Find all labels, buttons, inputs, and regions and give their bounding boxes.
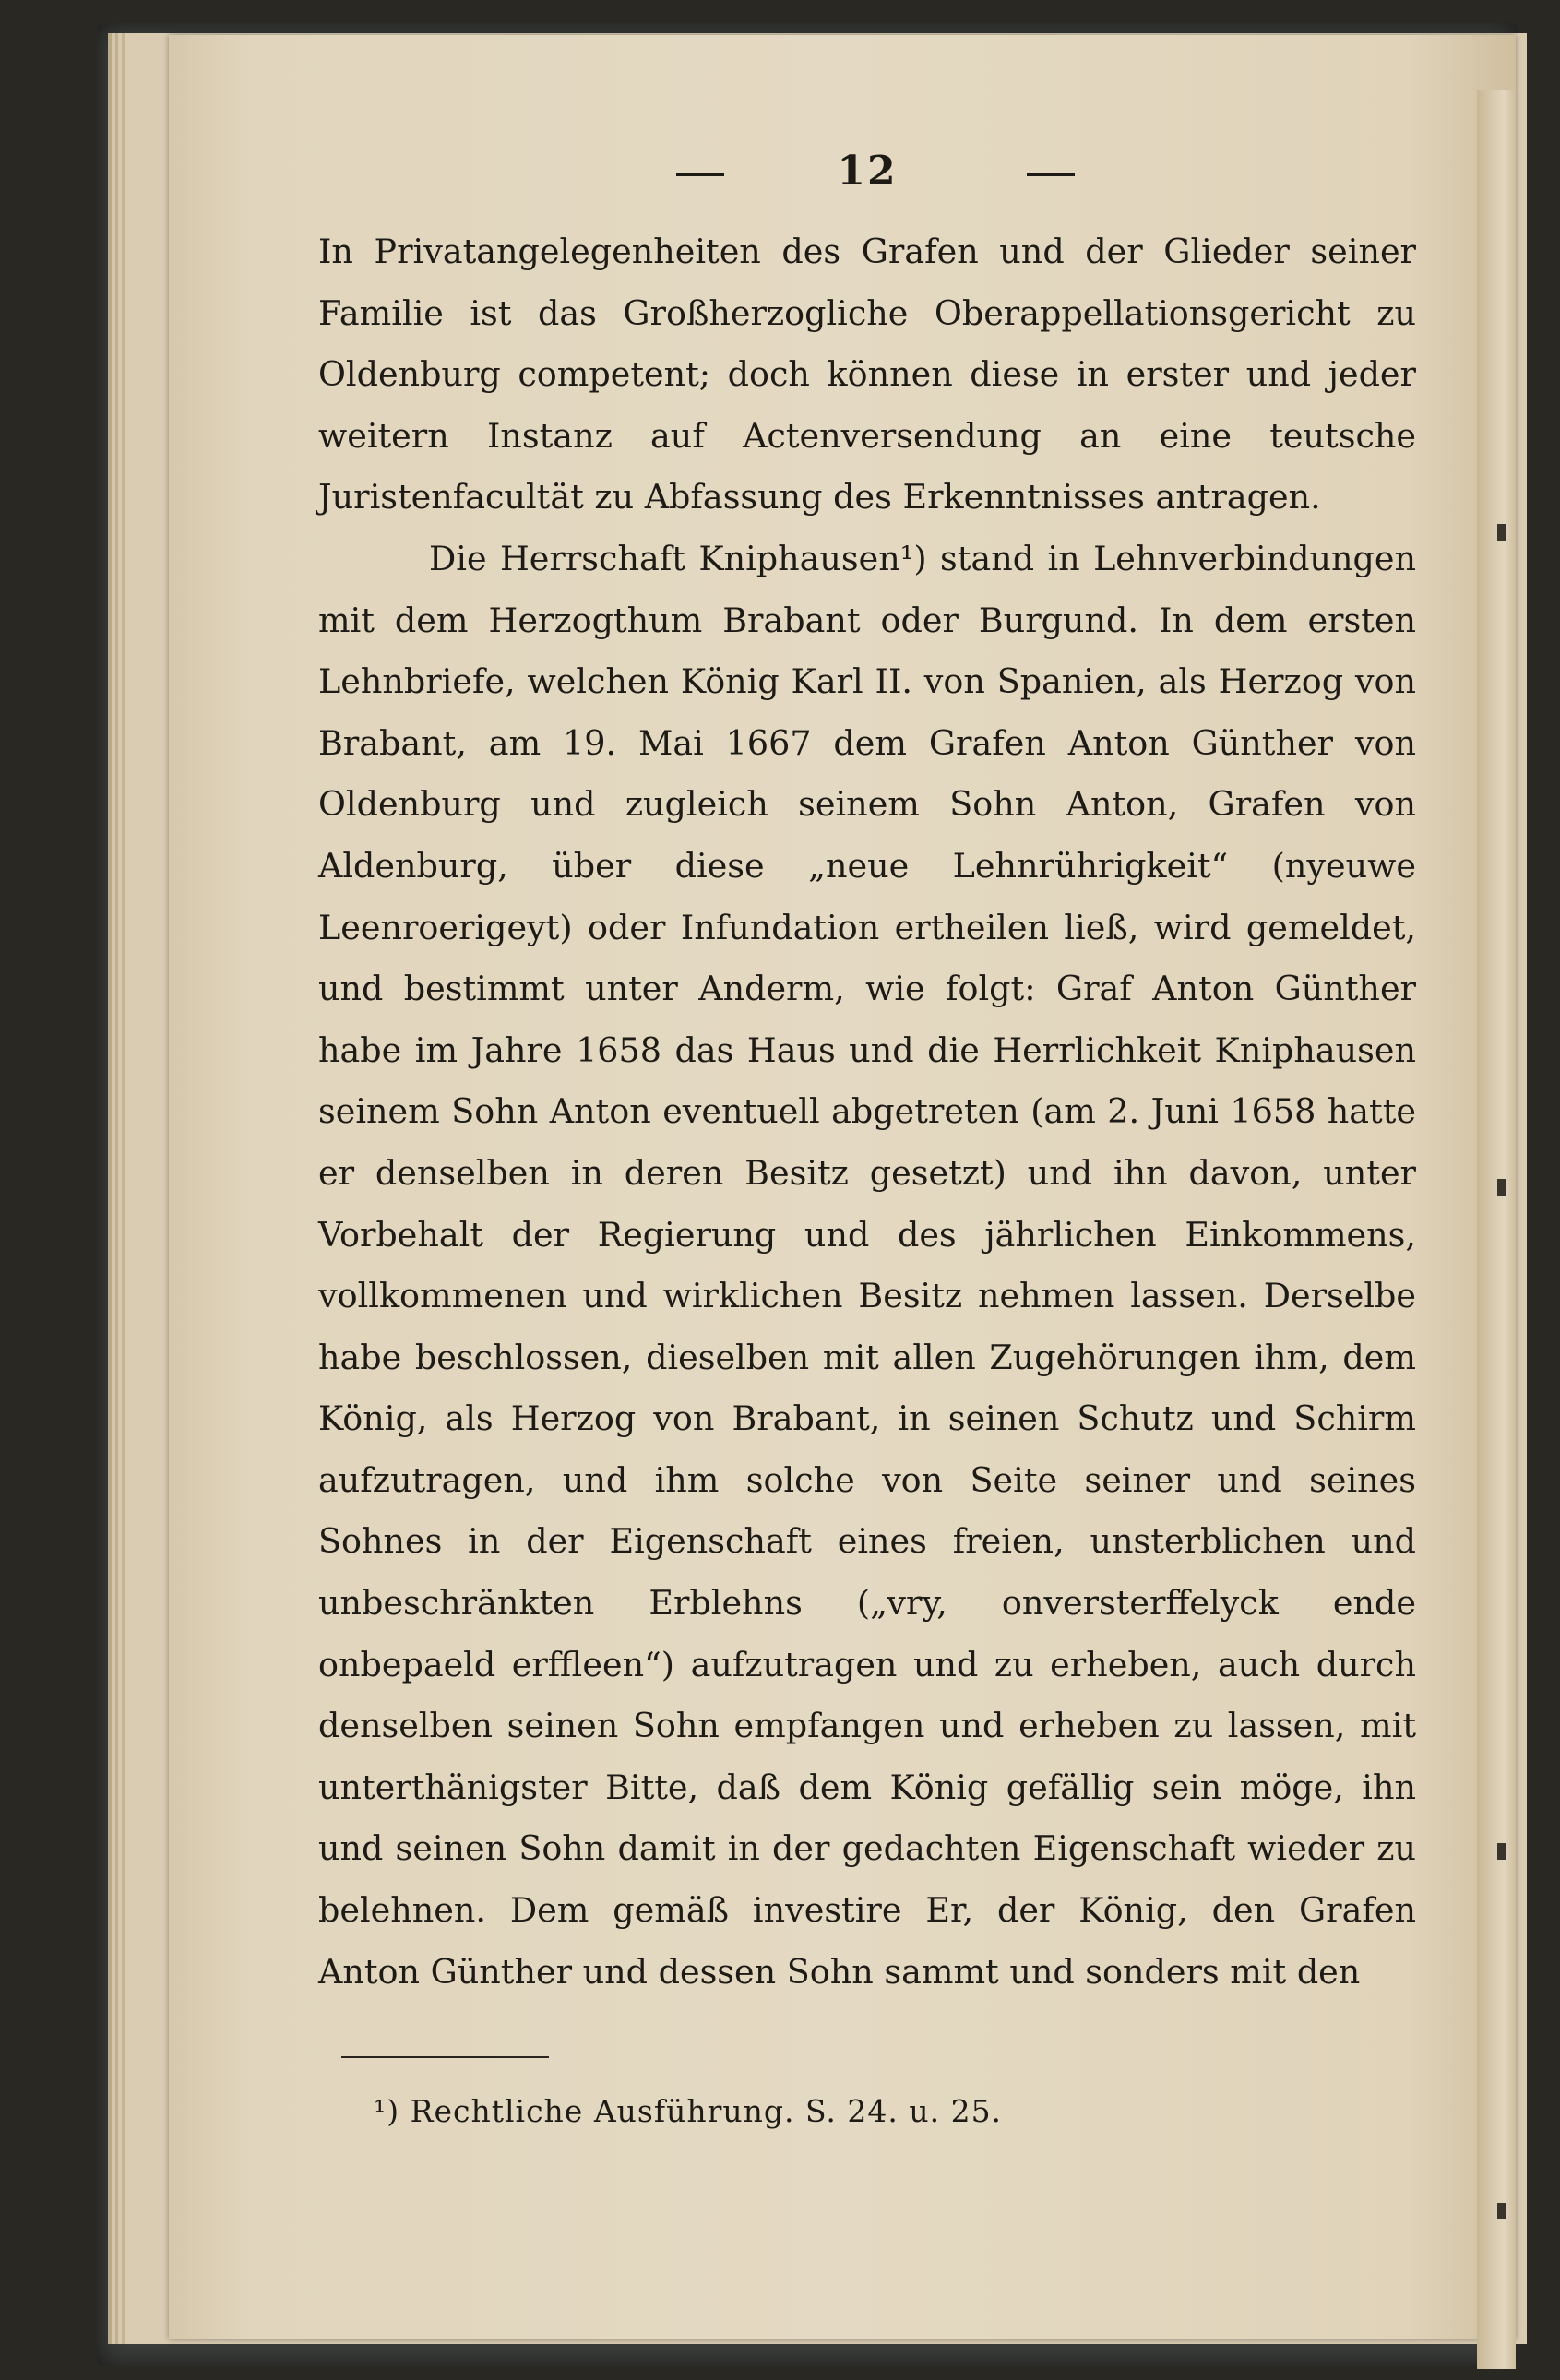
header-dash-right [1027,173,1075,176]
body-text [318,221,1416,2003]
page-number: 12 [837,148,898,195]
paragraph-herrschaft-kniphausen: Die Herrschaft Kniphausen¹) stand in Lehnverbindungen mit dem Herzogthum Brabant oder Burgund. In dem ersten Lehnbriefe, welchen König Karl II. von Spanien, als Herzog von Brabant, am 19. Mai 1667 dem Grafen Anton Günther von Oldenburg und zugleich seinem Sohn Anton, Grafen von Aldenburg, über diese „neue Lehnrührigkeit“ (nyeuwe Leenroerigeyt) oder Infundation ertheilen ließ, wird gemeldet, und bestimmt unter Anderm, wie folgt: Graf Anton Günther habe im Jahre 1658 das Haus und die Herrlichkeit Kniphausen seinem Sohn Anton eventuell abgetreten (am 2. Juni 1658 hatte er denselben in deren Besitz gesetzt) und ihn davon, unter Vorbehalt der Regierung und des jährlichen Einkommens, vollkommenen und wirklichen Besitz nehmen lassen. Derselbe habe beschlossen, dieselben mit allen Zugehörungen ihm, dem König, als Herzog von Brabant, in seinen Schutz und Schirm aufzutragen, und ihm solche von Seite seiner und seines Sohnes in der Eigenschaft eines freien, unsterblichen und unbeschränkten Erblehns („vry, onversterffelyck ende onbepaeld erffleen“) aufzutragen und zu erheben, auch durch denselben seinen Sohn empfangen und erheben zu lassen, mit unterthänigster Bitte, daß dem König gefällig sein möge, ihn und seinen Sohn damit in der gedachten Eigenschaft wieder zu belehnen. Dem gemäß investire Er, der König, den Grafen Anton Günther und dessen Sohn sammt und sonders mit den [318,538,1416,1992]
page-edge-mark [1497,1179,1506,1196]
footnote-rule [341,2056,549,2058]
paragraph-privatangelegenheiten: In Privatangelegenheiten des Grafen und der Glieder seiner Familie ist das Großherzogliche Oberappellationsgericht zu Oldenburg competent; doch können diese in erster und jeder weitern Instanz auf Actenversendung an eine teutsche Juristenfacultät zu Abfassung des Erkenntnisses antragen. [318,232,1416,518]
running-head [318,148,1416,203]
footnote: ¹) Rechtliche Ausführung. S. 24. u. 25. [374,2093,1003,2130]
page-edge-mark [1497,1843,1506,1860]
page-edge-mark [1497,524,1506,541]
next-page-edge [1477,90,1516,2369]
page-edge-mark [1497,2203,1506,2219]
page-content [318,148,1416,2129]
